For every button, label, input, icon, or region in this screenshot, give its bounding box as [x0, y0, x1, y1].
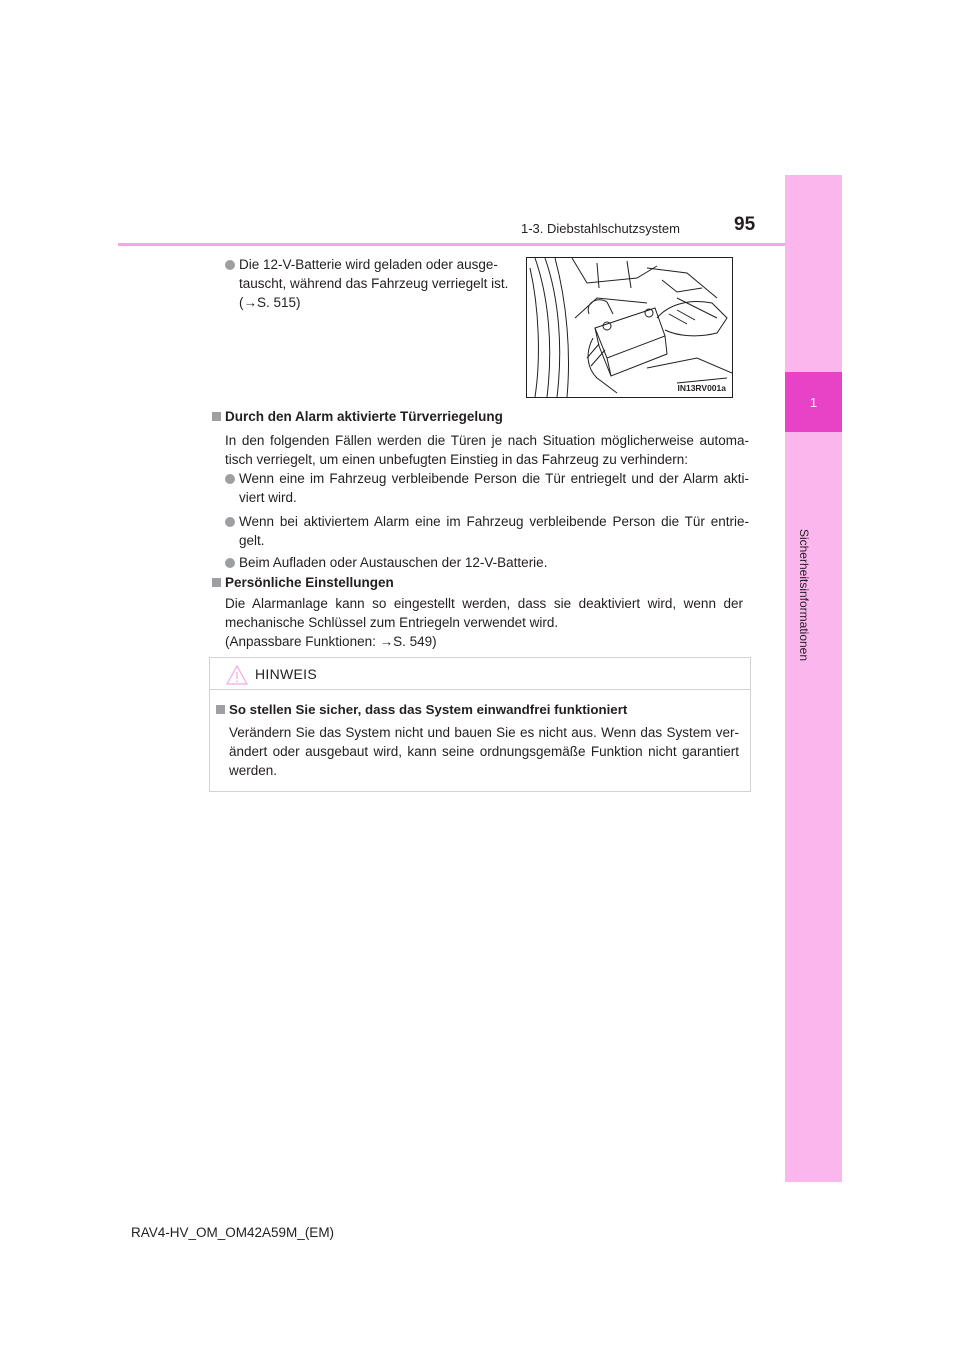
bullet-icon [225, 474, 235, 484]
item-line: gelt. [239, 533, 265, 548]
battery-figure [526, 257, 733, 398]
chapter-number: 1 [809, 394, 818, 410]
section-title: 1-3. Diebstahlschutzsystem [521, 221, 680, 236]
body-line: Die Alarmanlage kann so eingestellt werden, dass sie deaktiviert wird, wenn der [225, 596, 743, 611]
notice-header [210, 658, 750, 690]
item-line: Beim Aufladen oder Austauschen der 12-V-Batterie. [239, 555, 548, 570]
notice-line: Verändern Sie das System nicht und bauen Sie es nicht aus. Wenn das System ver- [229, 725, 739, 740]
notice-heading: So stellen Sie sicher, dass das System einwandfrei funktioniert [229, 702, 628, 717]
section-square-icon [212, 412, 221, 421]
bullet-icon [225, 260, 235, 270]
header-rule [118, 243, 785, 246]
body-line: In den folgenden Fällen werden die Türen je nach Situation möglicherweise automa- [225, 433, 749, 448]
bullet-icon [225, 558, 235, 568]
personal-settings-body [225, 594, 743, 651]
document-code: RAV4-HV_OM_OM42A59M_(EM) [131, 1225, 335, 1240]
section-square-icon [216, 705, 225, 714]
notice-line: ändert oder ausgebaut wird, kann seine ordnungsgemäße Funktion nicht garantiert [229, 744, 739, 759]
intro-bullet-text [239, 255, 515, 312]
page-number: 95 [734, 214, 756, 235]
chapter-title: Sicherheitsinformationen [797, 528, 811, 662]
list-item [239, 469, 749, 507]
section-square-icon [212, 578, 221, 587]
body-line: mechanische Schlüssel zum Entriegeln verwendet wird. [225, 615, 559, 630]
intro-line: Die 12-V-Batterie wird geladen oder ausge- [239, 257, 498, 272]
chapter-side-tab [785, 175, 842, 1182]
item-line: Wenn eine im Fahrzeug verbleibende Person die Tür entriegelt und der Alarm akti- [239, 471, 749, 486]
warning-triangle-icon [226, 665, 248, 685]
personal-settings-heading: Persönliche Einstellungen [225, 575, 394, 590]
alarm-lock-body [225, 431, 749, 469]
item-line: Wenn bei aktiviertem Alarm eine im Fahrzeug verbleibende Person die Tür entrie- [239, 514, 749, 529]
intro-line: tauscht, während das Fahrzeug verriegelt ist. [239, 276, 509, 291]
notice-box [209, 657, 751, 792]
notice-body [229, 723, 739, 780]
bullet-icon [225, 517, 235, 527]
body-line: tisch verriegelt, um einen unbefugten Einstieg in das Fahrzeug zu verhindern: [225, 452, 689, 467]
item-line: viert wird. [239, 490, 297, 505]
alarm-lock-heading: Durch den Alarm aktivierte Türverriegelung [225, 409, 503, 424]
figure-code: IN13RV001a [677, 383, 726, 393]
battery-hands-illustration-icon [527, 258, 732, 397]
notice-title: HINWEIS [255, 666, 317, 682]
chapter-number-badge [785, 372, 842, 432]
body-line: (Anpassbare Funktionen: →S. 549) [225, 634, 437, 649]
list-item [239, 553, 749, 572]
notice-line: werden. [229, 763, 278, 778]
list-item [239, 512, 749, 550]
intro-line: (→S. 515) [239, 295, 301, 310]
